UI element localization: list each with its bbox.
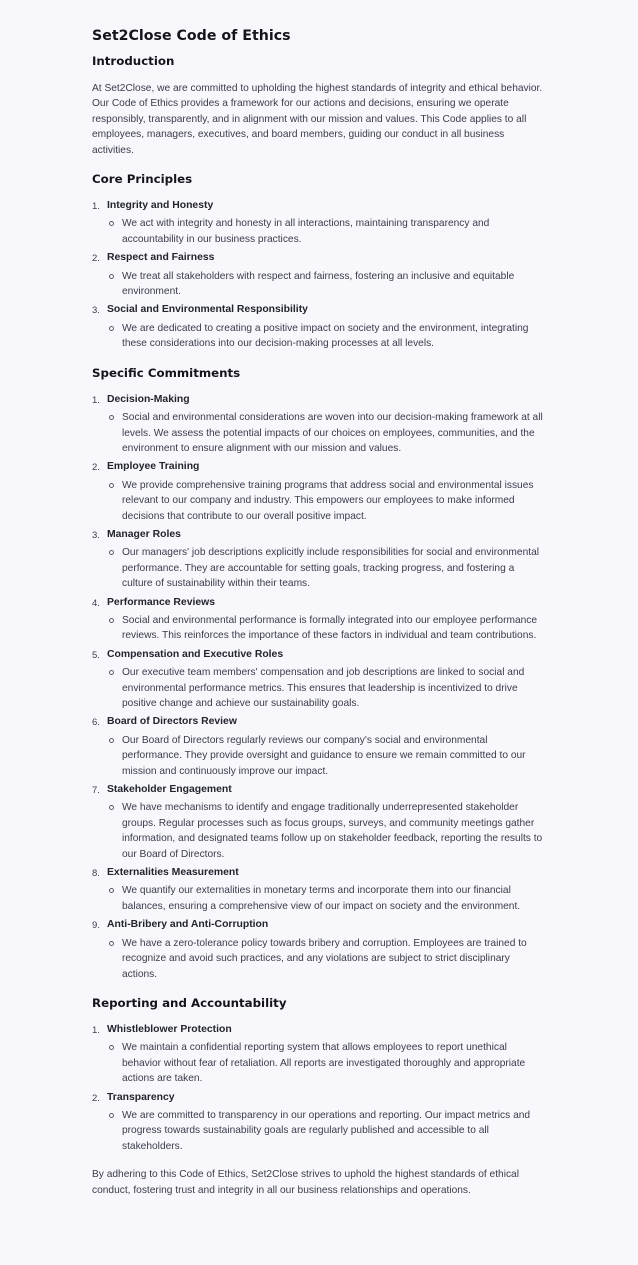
sub-list	[122, 613, 546, 644]
item-text: Our managers' job descriptions explicitly include responsibilities for social and environmental performance. They are accountable for setting goals, tracking progress, and fostering a culture of sustainability within their teams.	[122, 547, 540, 590]
circle-bullet-icon	[109, 274, 114, 279]
item-title: Performance Reviews	[107, 596, 216, 608]
section	[92, 365, 546, 982]
list-item	[92, 302, 546, 351]
item-text: Social and environmental considerations are woven into our decision-making framework at all levels. We assess the potential impacts of our choices on employees, communities, and the environment to ensure alignment with our mission and values.	[122, 412, 543, 454]
introduction-heading: Introduction	[92, 54, 175, 68]
item-number: 8.	[92, 868, 100, 880]
sub-list-item	[122, 1040, 546, 1086]
item-title: Manager Roles	[107, 528, 181, 540]
sub-list-item	[122, 269, 546, 300]
item-number: 1.	[92, 394, 100, 406]
numbered-list	[92, 198, 546, 352]
item-number: 2.	[92, 462, 100, 474]
list-item	[92, 527, 546, 592]
item-number: 2.	[92, 1092, 100, 1104]
sub-list	[122, 936, 546, 982]
circle-bullet-icon	[109, 618, 114, 623]
list-item	[92, 198, 546, 247]
item-text: We maintain a confidential reporting system that allows employees to report unethical behavior without fear of retaliation. All reports are investigated thoroughly and appropriate actions are taken.	[122, 1042, 526, 1085]
numbered-list	[92, 1022, 546, 1154]
item-title: Transparency	[107, 1091, 175, 1103]
item-title: Decision-Making	[107, 393, 190, 405]
list-item	[92, 1022, 546, 1087]
item-number: 3.	[92, 305, 100, 317]
sub-list-item	[122, 1108, 546, 1154]
item-title: Stakeholder Engagement	[107, 784, 232, 796]
item-number: 1.	[92, 1024, 100, 1036]
section	[92, 171, 546, 352]
circle-bullet-icon	[109, 1113, 114, 1118]
sub-list	[122, 800, 546, 862]
item-text: We provide comprehensive training programs that address social and environmental issues relevant to our company and industry. This empowers our employees to make informed decisions that contribute to our overall positive impact.	[122, 479, 534, 522]
section	[92, 995, 546, 1154]
circle-bullet-icon	[109, 221, 114, 226]
sub-list	[122, 665, 546, 711]
item-title: Respect and Fairness	[107, 252, 215, 264]
item-title: Whistleblower Protection	[107, 1023, 232, 1035]
sub-list	[122, 321, 546, 352]
item-number: 3.	[92, 529, 100, 541]
list-item	[92, 459, 546, 524]
list-item	[92, 714, 546, 779]
sub-list	[122, 216, 546, 247]
sub-list	[122, 1040, 546, 1086]
circle-bullet-icon	[109, 670, 114, 675]
section-heading: Reporting and Accountability	[92, 995, 287, 1010]
item-text: Our executive team members' compensation and job descriptions are linked to social and environmental performance metrics. This ensures that leadership is incentivized to drive positive change and achieve our sustainability goals.	[122, 667, 525, 709]
sub-list	[122, 1108, 546, 1154]
list-item	[92, 782, 546, 862]
list-item	[92, 917, 546, 982]
item-title: Integrity and Honesty	[107, 200, 214, 212]
sub-list-item	[122, 936, 546, 982]
sub-list-item	[122, 733, 546, 779]
item-title: Compensation and Executive Roles	[107, 648, 284, 660]
document	[92, 26, 546, 1198]
sub-list	[122, 410, 546, 456]
item-text: We quantify our externalities in monetary terms and incorporate them into our financial balances, ensuring a comprehensive view of our impact on society and the environment.	[122, 885, 521, 912]
item-text: We are committed to transparency in our operations and reporting. Our impact metrics and progress towards sustainability goals are regularly published and accessible to all stakeholders.	[122, 1109, 531, 1152]
closing-text: By adhering to this Code of Ethics, Set2Close strives to uphold the highest standards of ethical conduct, fostering trust and integrity in all our business relationships and operations.	[92, 1169, 519, 1196]
circle-bullet-icon	[109, 888, 114, 893]
sub-list-item	[122, 321, 546, 352]
item-text: Our Board of Directors regularly reviews our company's social and environmental performance. They provide oversight and guidance to ensure we remain committed to our mission and continuously improve our impact.	[122, 734, 526, 777]
item-title: Board of Directors Review	[107, 716, 237, 728]
item-text: Social and environmental performance is formally integrated into our employee performance reviews. This reinforces the importance of these factors in individual and team contributions.	[122, 614, 538, 642]
circle-bullet-icon	[109, 805, 114, 810]
sub-list-item	[122, 216, 546, 247]
introduction-text: At Set2Close, we are committed to upholding the highest standards of integrity and ethical behavior. Our Code of Ethics provides a framework for our actions and decisions, ensuring we operate responsibly, transparently, and in alignment with our mission and values. This Code applies to all employees, managers, executives, and board members, guiding our conduct in all business activities.	[92, 83, 543, 156]
section-heading: Specific Commitments	[92, 365, 241, 380]
circle-bullet-icon	[109, 941, 114, 946]
list-item	[92, 865, 546, 914]
item-number: 7.	[92, 785, 100, 797]
sub-list-item	[122, 545, 546, 591]
sub-list-item	[122, 665, 546, 711]
list-item	[92, 647, 546, 712]
circle-bullet-icon	[109, 415, 114, 420]
sub-list	[122, 733, 546, 779]
list-item	[92, 1090, 546, 1155]
item-title: Anti-Bribery and Anti-Corruption	[107, 919, 269, 931]
sub-list	[122, 883, 546, 914]
item-number: 2.	[92, 253, 100, 265]
circle-bullet-icon	[109, 483, 114, 488]
item-text: We have a zero-tolerance policy towards bribery and corruption. Employees are trained to recognize and avoid such practices, and any violations are subject to strict disciplinary actions.	[122, 937, 527, 980]
item-title: Externalities Measurement	[107, 867, 239, 879]
item-text: We act with integrity and honesty in all interactions, maintaining transparency and accountability in our business practices.	[122, 218, 490, 245]
sub-list	[122, 478, 546, 524]
circle-bullet-icon	[109, 550, 114, 555]
sub-list	[122, 545, 546, 591]
sub-list-item	[122, 478, 546, 524]
sub-list-item	[122, 410, 546, 456]
item-text: We are dedicated to creating a positive impact on society and the environment, integrating these considerations into our decision-making processes at all levels.	[122, 322, 529, 350]
item-number: 4.	[92, 597, 100, 609]
section-heading: Core Principles	[92, 172, 193, 187]
page-title: Set2Close Code of Ethics	[92, 28, 291, 44]
item-number: 6.	[92, 717, 100, 729]
circle-bullet-icon	[109, 738, 114, 743]
numbered-list	[92, 392, 546, 982]
sub-list-item	[122, 613, 546, 644]
item-title: Employee Training	[107, 461, 200, 473]
item-text: We have mechanisms to identify and engage traditionally underrepresented stakeholder groups. Regular processes such as focus groups, surveys, and community meetings gather information, and designated teams follow up on stakeholder feedback, reporting the results to our Board of Directors.	[122, 802, 543, 860]
sub-list-item	[122, 883, 546, 914]
list-item	[92, 595, 546, 644]
list-item	[92, 250, 546, 299]
sub-list-item	[122, 800, 546, 862]
sub-list	[122, 269, 546, 300]
item-number: 9.	[92, 920, 100, 932]
item-text: We treat all stakeholders with respect and fairness, fostering an inclusive and equitable environment.	[122, 270, 515, 298]
item-title: Social and Environmental Responsibility	[107, 304, 308, 316]
circle-bullet-icon	[109, 1045, 114, 1050]
item-number: 1.	[92, 201, 100, 213]
sections	[92, 171, 546, 1154]
list-item	[92, 392, 546, 457]
item-number: 5.	[92, 649, 100, 661]
circle-bullet-icon	[109, 326, 114, 331]
